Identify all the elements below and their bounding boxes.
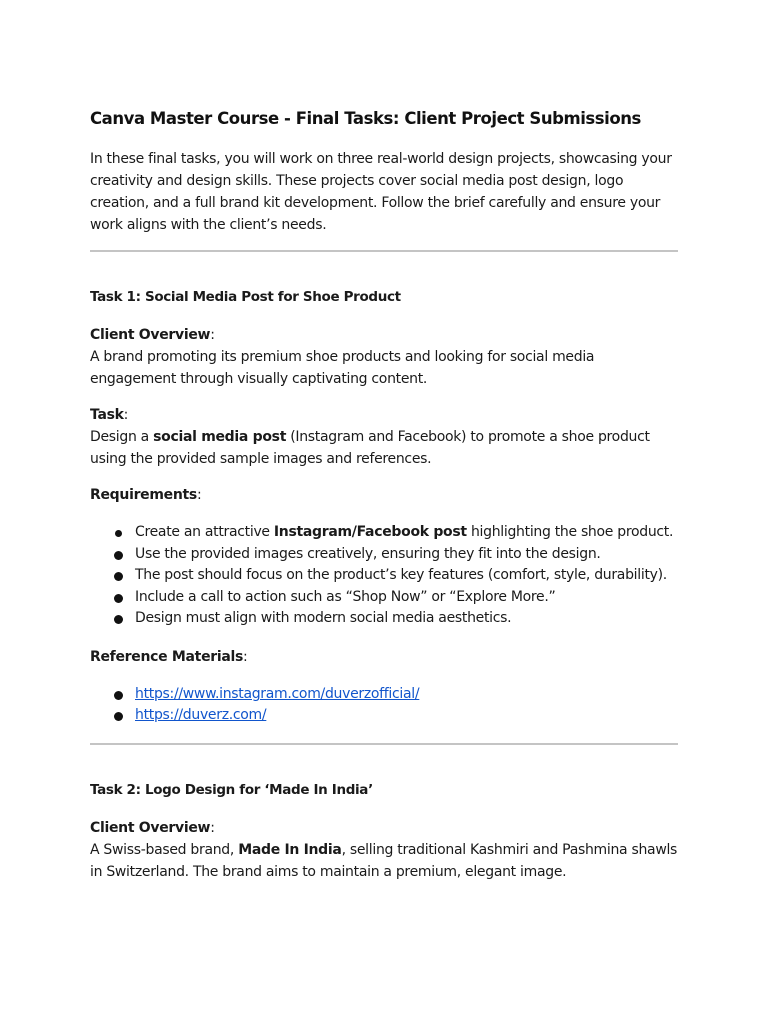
client-overview-label: Client Overview [90, 327, 211, 344]
task1-client-overview [90, 324, 680, 390]
bullet-icon [114, 594, 123, 603]
intro-paragraph: In these final tasks, you will work on three real-world design projects, showcasing your creativity and design skills. These projects cover social media post design, logo creation, and a full brand kit development. Follow the brief carefully and ensure your work aligns with the client’s needs. [90, 151, 672, 234]
task1-reference-label-line [90, 646, 680, 668]
label-colon: : [243, 648, 248, 665]
reference-link-website[interactable]: https://duverz.com/ [135, 707, 267, 724]
task1-heading: Task 1: Social Media Post for Shoe Product [90, 289, 401, 306]
list-item [90, 565, 680, 587]
requirement-text: The post should focus on the product’s key features (comfort, style, durability). [135, 567, 667, 584]
requirement-bold: Instagram/Facebook post [273, 524, 467, 541]
bullet-icon [114, 615, 123, 624]
requirements-label: Requirements [90, 487, 197, 504]
reference-list [90, 684, 680, 727]
requirement-text: Design must align with modern social media aesthetics. [135, 610, 512, 627]
document-page [90, 108, 680, 897]
list-item [90, 522, 680, 544]
overview-text-before: A Swiss-based brand, [90, 841, 239, 858]
bullet-icon [114, 572, 123, 581]
task1-requirements-label-line [90, 484, 680, 506]
task-label: Task [90, 407, 124, 424]
requirements-list [90, 522, 680, 630]
task2-client-overview-label-line [90, 817, 680, 839]
requirement-text-after: highlighting the shoe product. [466, 524, 674, 541]
reference-link-instagram[interactable]: https://www.instagram.com/duverzofficial/ [135, 685, 420, 702]
label-colon: : [210, 819, 215, 836]
list-item [90, 608, 680, 630]
task-text-after: (Instagram and Facebook) to promote a shoe product using the provided sample images and references. [90, 429, 650, 468]
brand-name: Made In India [238, 841, 342, 858]
requirement-text: Include a call to action such as “Shop Now” or “Explore More.” [135, 588, 556, 605]
list-item [90, 587, 680, 609]
bullet-icon [114, 551, 123, 560]
overview-text-after: , selling traditional Kashmiri and Pashmina shawls in Switzerland. The brand aims to maintain a premium, elegant image. [90, 841, 678, 880]
task1-client-overview-text: A brand promoting its premium shoe products and looking for social media engagement through visually captivating content. [90, 349, 595, 388]
document-title: Canva Master Course - Final Tasks: Client Project Submissions [90, 109, 641, 128]
list-item [90, 705, 680, 727]
reference-materials-label: Reference Materials [90, 648, 244, 665]
task-text-bold: social media post [153, 429, 287, 446]
label-colon: : [196, 487, 202, 504]
task1-task-label-line [90, 404, 680, 426]
label-colon: : [210, 327, 215, 344]
requirement-text: Use the provided images creatively, ensuring they fit into the design. [135, 545, 601, 562]
section-divider [90, 743, 678, 745]
bullet-icon [115, 530, 122, 537]
task1-task-text [90, 426, 680, 470]
bullet-icon [114, 691, 123, 700]
requirement-text: Create an attractive [135, 524, 274, 541]
section-divider [90, 250, 678, 252]
task1-client-overview-label-line [90, 324, 680, 346]
task2-client-overview [90, 817, 680, 883]
task1-task [90, 404, 680, 470]
label-colon: : [123, 407, 129, 424]
list-item [90, 684, 680, 706]
list-item [90, 544, 680, 566]
task2-client-overview-text [90, 839, 680, 883]
bullet-icon [114, 712, 123, 721]
client-overview-label: Client Overview [90, 819, 211, 836]
task-text-before: Design a [90, 429, 154, 446]
task2-heading: Task 2: Logo Design for ‘Made In India’ [90, 781, 373, 798]
